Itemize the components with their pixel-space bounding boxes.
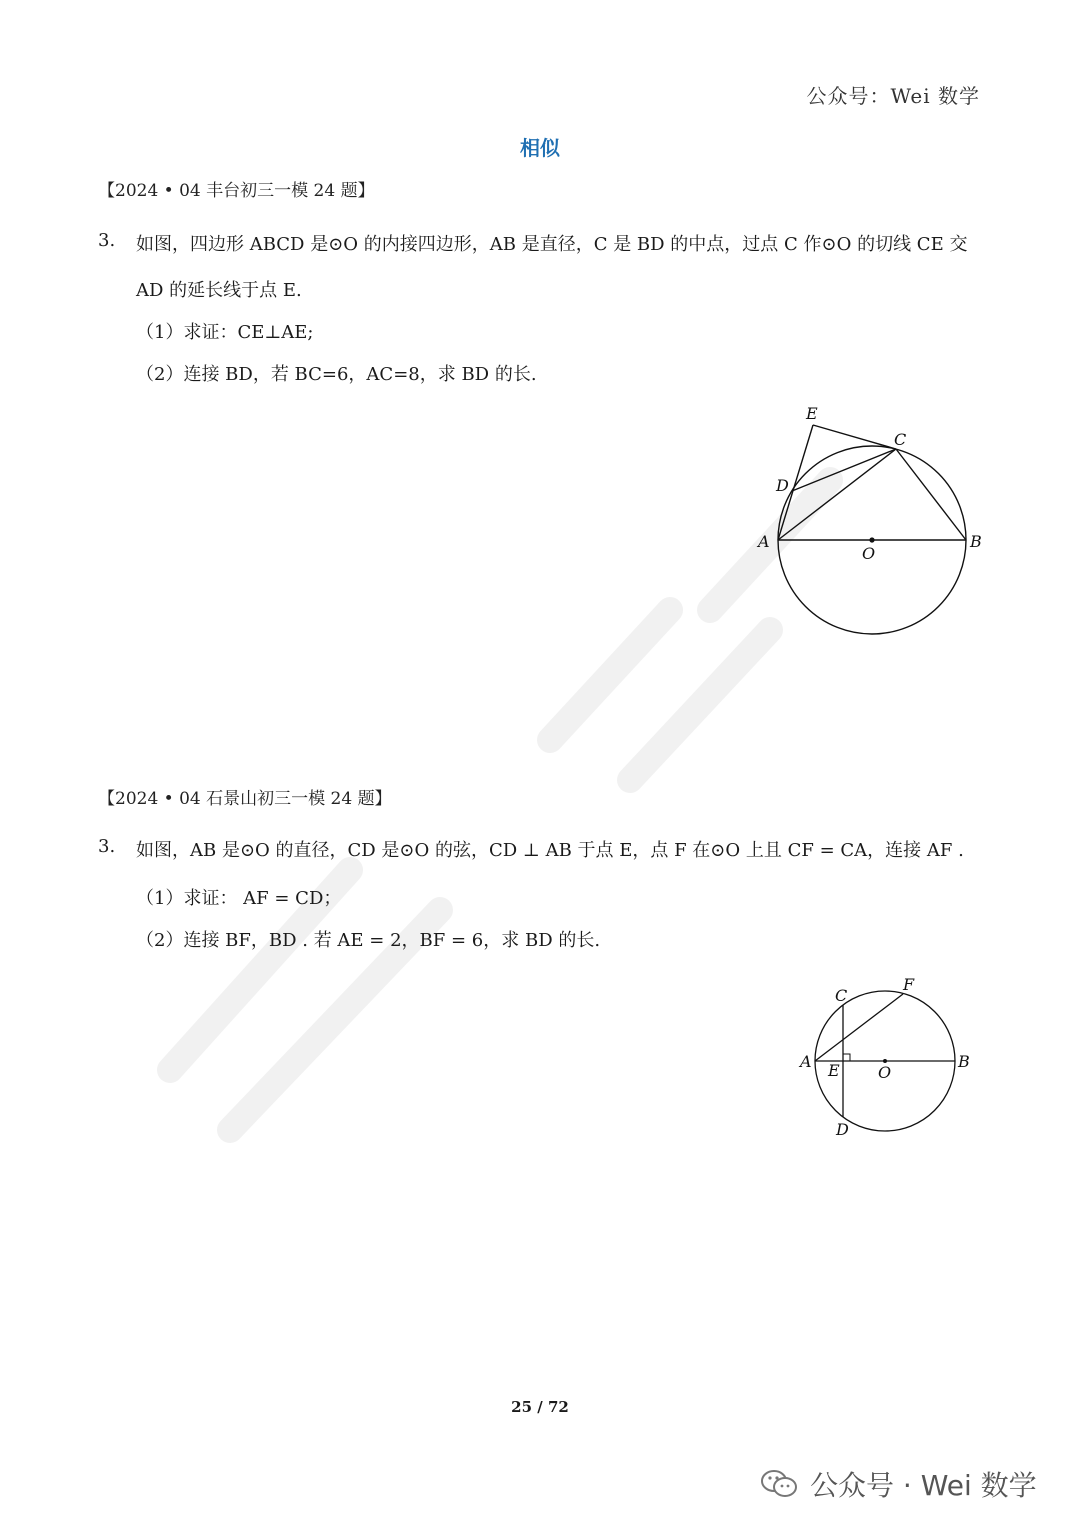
problem2-source: 【2024 • 04 石景山初三一模 24 题】 xyxy=(98,789,392,809)
label-c: C xyxy=(835,986,848,1005)
wechat-icon xyxy=(760,1469,798,1499)
label-o: O xyxy=(862,544,876,563)
problem1-number: 3. xyxy=(98,230,116,251)
problem2-part2: （2）连接 BF，BD . 若 AE = 2，BF = 6，求 BD 的长. xyxy=(136,930,601,951)
label-e: E xyxy=(806,404,818,423)
label-a: A xyxy=(758,532,770,551)
segment-dc xyxy=(792,449,896,491)
tangent-ec xyxy=(813,425,896,449)
problem2-part1: （1）求证： AF = CD； xyxy=(136,888,342,909)
footer-watermark xyxy=(760,1464,1060,1504)
label-f: F xyxy=(903,975,915,994)
page-title: 相似 xyxy=(520,136,560,160)
header-account: 公众号：Wei 数学 xyxy=(806,84,980,108)
problem2-number: 3. xyxy=(98,836,116,857)
problem2-figure xyxy=(790,970,990,1150)
label-b: B xyxy=(958,1052,970,1071)
problem1-part2: （2）连接 BD，若 BC=6，AC=8，求 BD 的长. xyxy=(136,364,537,385)
problem2-line1: 如图，AB 是⊙O 的直径，CD 是⊙O 的弦，CD ⊥ AB 于点 E，点 F 在⊙O 上且 CF = CA，连接 AF . xyxy=(136,840,964,861)
label-b: B xyxy=(970,532,982,551)
label-a: A xyxy=(800,1052,812,1071)
segment-ac xyxy=(778,449,896,540)
problem1-line2: AD 的延长线于点 E. xyxy=(136,280,302,301)
problem1-figure xyxy=(740,395,1000,645)
label-o: O xyxy=(878,1063,892,1082)
segment-cb xyxy=(896,449,966,540)
chord-af xyxy=(815,994,903,1061)
problem1-part1: （1）求证：CE⊥AE; xyxy=(136,322,314,343)
problem1-source: 【2024 • 04 丰台初三一模 24 题】 xyxy=(98,181,375,201)
label-e: E xyxy=(828,1061,840,1080)
label-c: C xyxy=(894,430,907,449)
right-angle-mark xyxy=(843,1054,850,1061)
problem1-line1: 如图，四边形 ABCD 是⊙O 的内接四边形，AB 是直径，C 是 BD 的中点，过点 C 作⊙O 的切线 CE 交 xyxy=(136,234,968,255)
label-d: D xyxy=(776,476,789,495)
footer-watermark-text: 公众号 · Wei 数学 xyxy=(810,1469,1037,1502)
center-dot xyxy=(869,537,874,542)
page-number: 25 / 72 xyxy=(511,1398,569,1416)
label-d: D xyxy=(836,1120,849,1139)
